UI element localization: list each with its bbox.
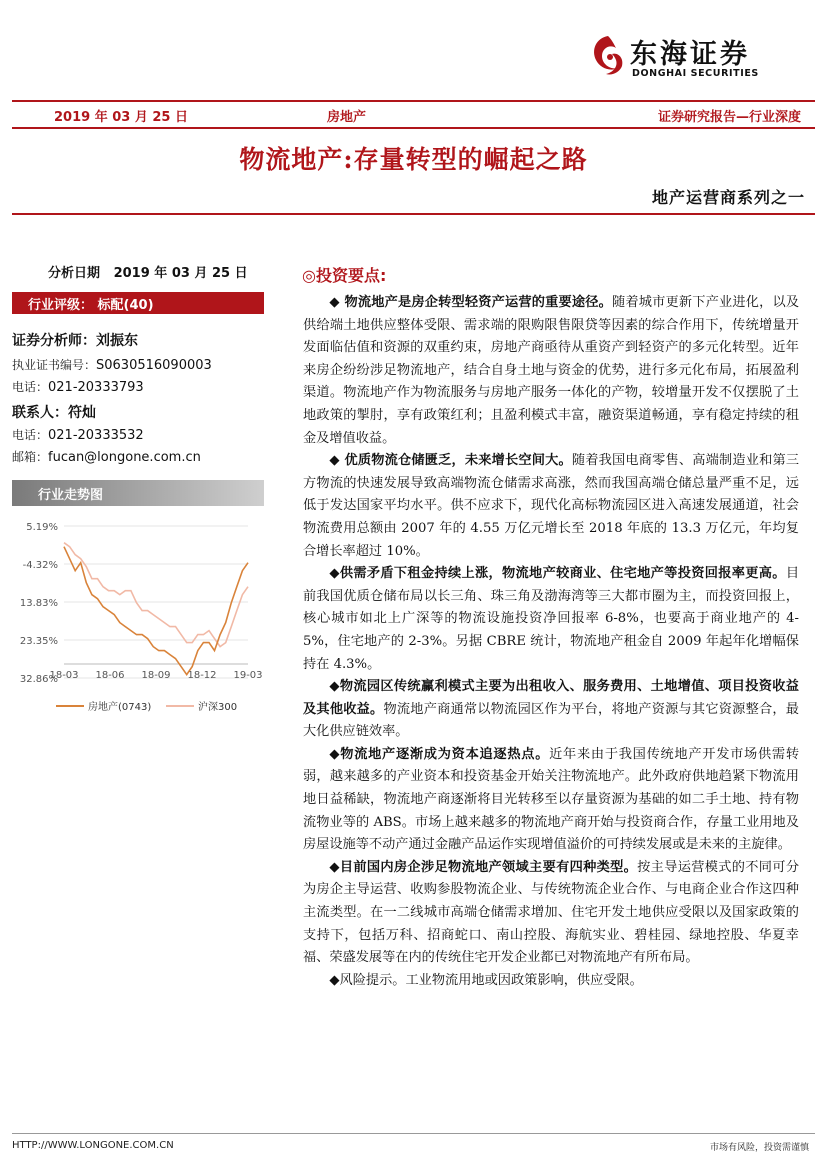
investment-point	[303, 970, 799, 993]
header-bar	[12, 104, 815, 126]
header-report-type: 证券研究报告—行业深度	[657, 110, 801, 125]
chart-x-tick-label: 19-03	[233, 670, 263, 681]
logo-name-en: DONGHAI SECURITIES	[632, 68, 759, 79]
analyst	[12, 330, 138, 350]
investment-point-text: 随着我国电商零售、高端制造业和第三方物流的快速发展导致高端物流仓储需求高涨，然而我国高端仓储总量严重不足，远低于发达国家平均水平。供不应求下，现代化高标物流园区进入高速发展通道，社会物流费用总额由 2007 年的 4.55 万亿元增长至 2018 年底的 13.3 万亿元，年均复合增长率超过 10%。	[303, 453, 800, 559]
contact	[12, 402, 96, 422]
chart-y-tick-label: 32.86%	[19, 674, 58, 685]
header-bottom-rule	[12, 127, 815, 129]
investment-point-lead: ◆供需矛盾下租金持续上涨，物流地产较商业、住宅地产等投资回报率更高。	[329, 566, 786, 582]
footer-disclaimer: 市场有风险，投资需谨慎	[709, 1143, 809, 1153]
trend-chart	[12, 512, 264, 722]
header-date: 2019 年 03 月 25 日	[54, 110, 188, 125]
investment-point-lead: ◆ 物流地产是房企转型轻资产运营的重要途径。	[329, 295, 612, 310]
cert-number	[12, 356, 212, 373]
contact-phone	[12, 426, 144, 443]
report-title: 物流地产:存量转型的崛起之路	[239, 145, 588, 174]
title-rule	[12, 213, 815, 215]
industry-rating	[12, 292, 264, 314]
header-top-rule	[12, 100, 815, 102]
investment-point-lead: ◆物流园区传统赢利模式主要为出租收入、服务费用、土地增值、项目投资收益及其他收益。	[303, 679, 799, 717]
investment-point	[303, 676, 799, 744]
investment-point	[303, 744, 799, 857]
chart-legend-label: 房地产(0743)	[88, 702, 152, 713]
trend-title: 行业走势图	[12, 480, 264, 506]
chart-x-tick-label: 18-09	[141, 670, 171, 681]
footer-rule	[12, 1133, 815, 1134]
analyst-phone	[12, 378, 144, 395]
investment-point-lead: ◆目前国内房企涉足物流地产领域主要有四种类型。	[329, 859, 638, 875]
investment-point	[303, 857, 799, 970]
contact-email	[12, 448, 201, 465]
logo-name-cn: 东海证券	[630, 39, 750, 70]
rating-value: 标配(40)	[97, 298, 154, 313]
contact-label: 联系人：	[12, 405, 68, 421]
chart-series-line	[64, 547, 248, 675]
chart-legend-label: 沪深300	[198, 702, 238, 713]
contact-phone-label: 电话：	[12, 428, 49, 442]
footer-url[interactable]: HTTP://WWW.LONGONE.COM.CN	[12, 1140, 174, 1151]
chart-y-tick-label: 13.83%	[19, 598, 58, 609]
analyst-phone-value: 021-20333793	[48, 380, 144, 395]
investment-point	[303, 450, 799, 563]
analysis-date-label: 分析日期	[48, 266, 101, 281]
logo-emblem-icon	[588, 32, 628, 78]
header-sector: 房地产	[327, 110, 367, 125]
investment-point-text: 近年来由于我国传统地产开发市场供需转弱，越来越多的产业资本和投资基金开始关注物流地产。此外政府供地趋紧下物流用地日益稀缺，物流地产商逐渐将目光转移至以存量资源为基础的如二手土地、持有物流物业等的 ABS。市场上越来越多的物流地产商开始与投资商合作，存量工业用地及房屋设施等不动产通过金融产品运作实现增值溢价的可持续发展或是未来的主旋律。	[303, 746, 800, 853]
contact-phone-value: 021-20333532	[48, 428, 144, 443]
analysis-date	[48, 262, 248, 281]
cert-label: 执业证书编号：	[12, 358, 97, 372]
investment-point-text: 按主导运营模式的不同可分为房企主导运营、收购参股物流企业、与传统物流企业合作、与电商企业合作这四种主流类型。在一二线城市高端仓储需求增加、住宅开发土地供应受限以及国家政策的支持下，包括万科、招商蛇口、南山控股、海航实业、碧桂园、绿地控股、华夏幸福、荣盛发展等在内的传统住宅开发企业都已对物流地产有所布局。	[303, 859, 800, 966]
chart-x-tick-label: 18-03	[49, 670, 79, 681]
section-heading: ◎投资要点:	[302, 266, 387, 285]
company-logo	[588, 32, 798, 82]
analyst-name: 刘振东	[96, 333, 138, 349]
investment-point-text: ◆风险提示。工业物流用地或因政策影响，供应受限。	[329, 972, 643, 988]
email-value[interactable]: fucan@longone.com.cn	[48, 450, 201, 465]
report-series: 地产运营商系列之一	[651, 188, 805, 207]
investment-points	[303, 292, 799, 992]
investment-point-lead: ◆ 优质物流仓储匮乏，未来增长空间大。	[329, 453, 572, 469]
cert-value: S0630516090003	[96, 358, 212, 373]
chart-x-tick-label: 18-06	[95, 670, 125, 681]
investment-point-text: 目前我国优质仓储布局以长三角、珠三角及渤海湾等三大都市圈为主，而投资回报上，核心城市如北上广深等的物流设施投资净回报率 6-8%，也要高于商业地产的 4-5%，住宅地产的 2-3%。另据 CBRE 统计，物流地产租金自 2009 年起年化增幅保持在 4.3%。	[303, 566, 799, 672]
investment-point-text: 随着城市更新下产业进化，以及供给端土地供应整体受限、需求端的限购限售限贷等因素的综合作用下，传统增量开发面临估值和资源的双重约束，房地产商亟待从重资产到轻资产的多元化转型。近年来房企纷纷涉足物流地产，结合自身土地与资金的优势，进行多元化布局，拓展盈利渠道。物流地产作为物流服务与房地产服务一体化的产物，较增量开发不仅摆脱了土地政策的掣肘，享有政策红利；且盈利模式丰富，融资渠道畅通，享有稳定持续的租金及增值收益。	[303, 295, 800, 446]
chart-y-tick-label: 5.19%	[26, 522, 58, 533]
rating-label: 行业评级：	[28, 298, 94, 313]
phone-label: 电话：	[12, 380, 49, 394]
investment-point-lead: ◆物流地产逐渐成为资本追逐热点。	[329, 746, 550, 762]
chart-y-tick-label: -4.32%	[22, 560, 58, 571]
analysis-date-value: 2019 年 03 月 25 日	[113, 266, 248, 281]
investment-point-text: 物流地产商通常以物流园区作为平台，将地产资源与其它资源整合，最大化供应链效率。	[303, 701, 799, 740]
analyst-label: 证券分析师：	[12, 333, 96, 349]
chart-y-tick-label: 23.35%	[19, 636, 58, 647]
investment-point	[303, 292, 799, 450]
email-label: 邮箱：	[12, 450, 49, 464]
chart-x-tick-label: 18-12	[187, 670, 217, 681]
investment-point	[303, 563, 799, 676]
contact-name: 符灿	[68, 405, 96, 421]
